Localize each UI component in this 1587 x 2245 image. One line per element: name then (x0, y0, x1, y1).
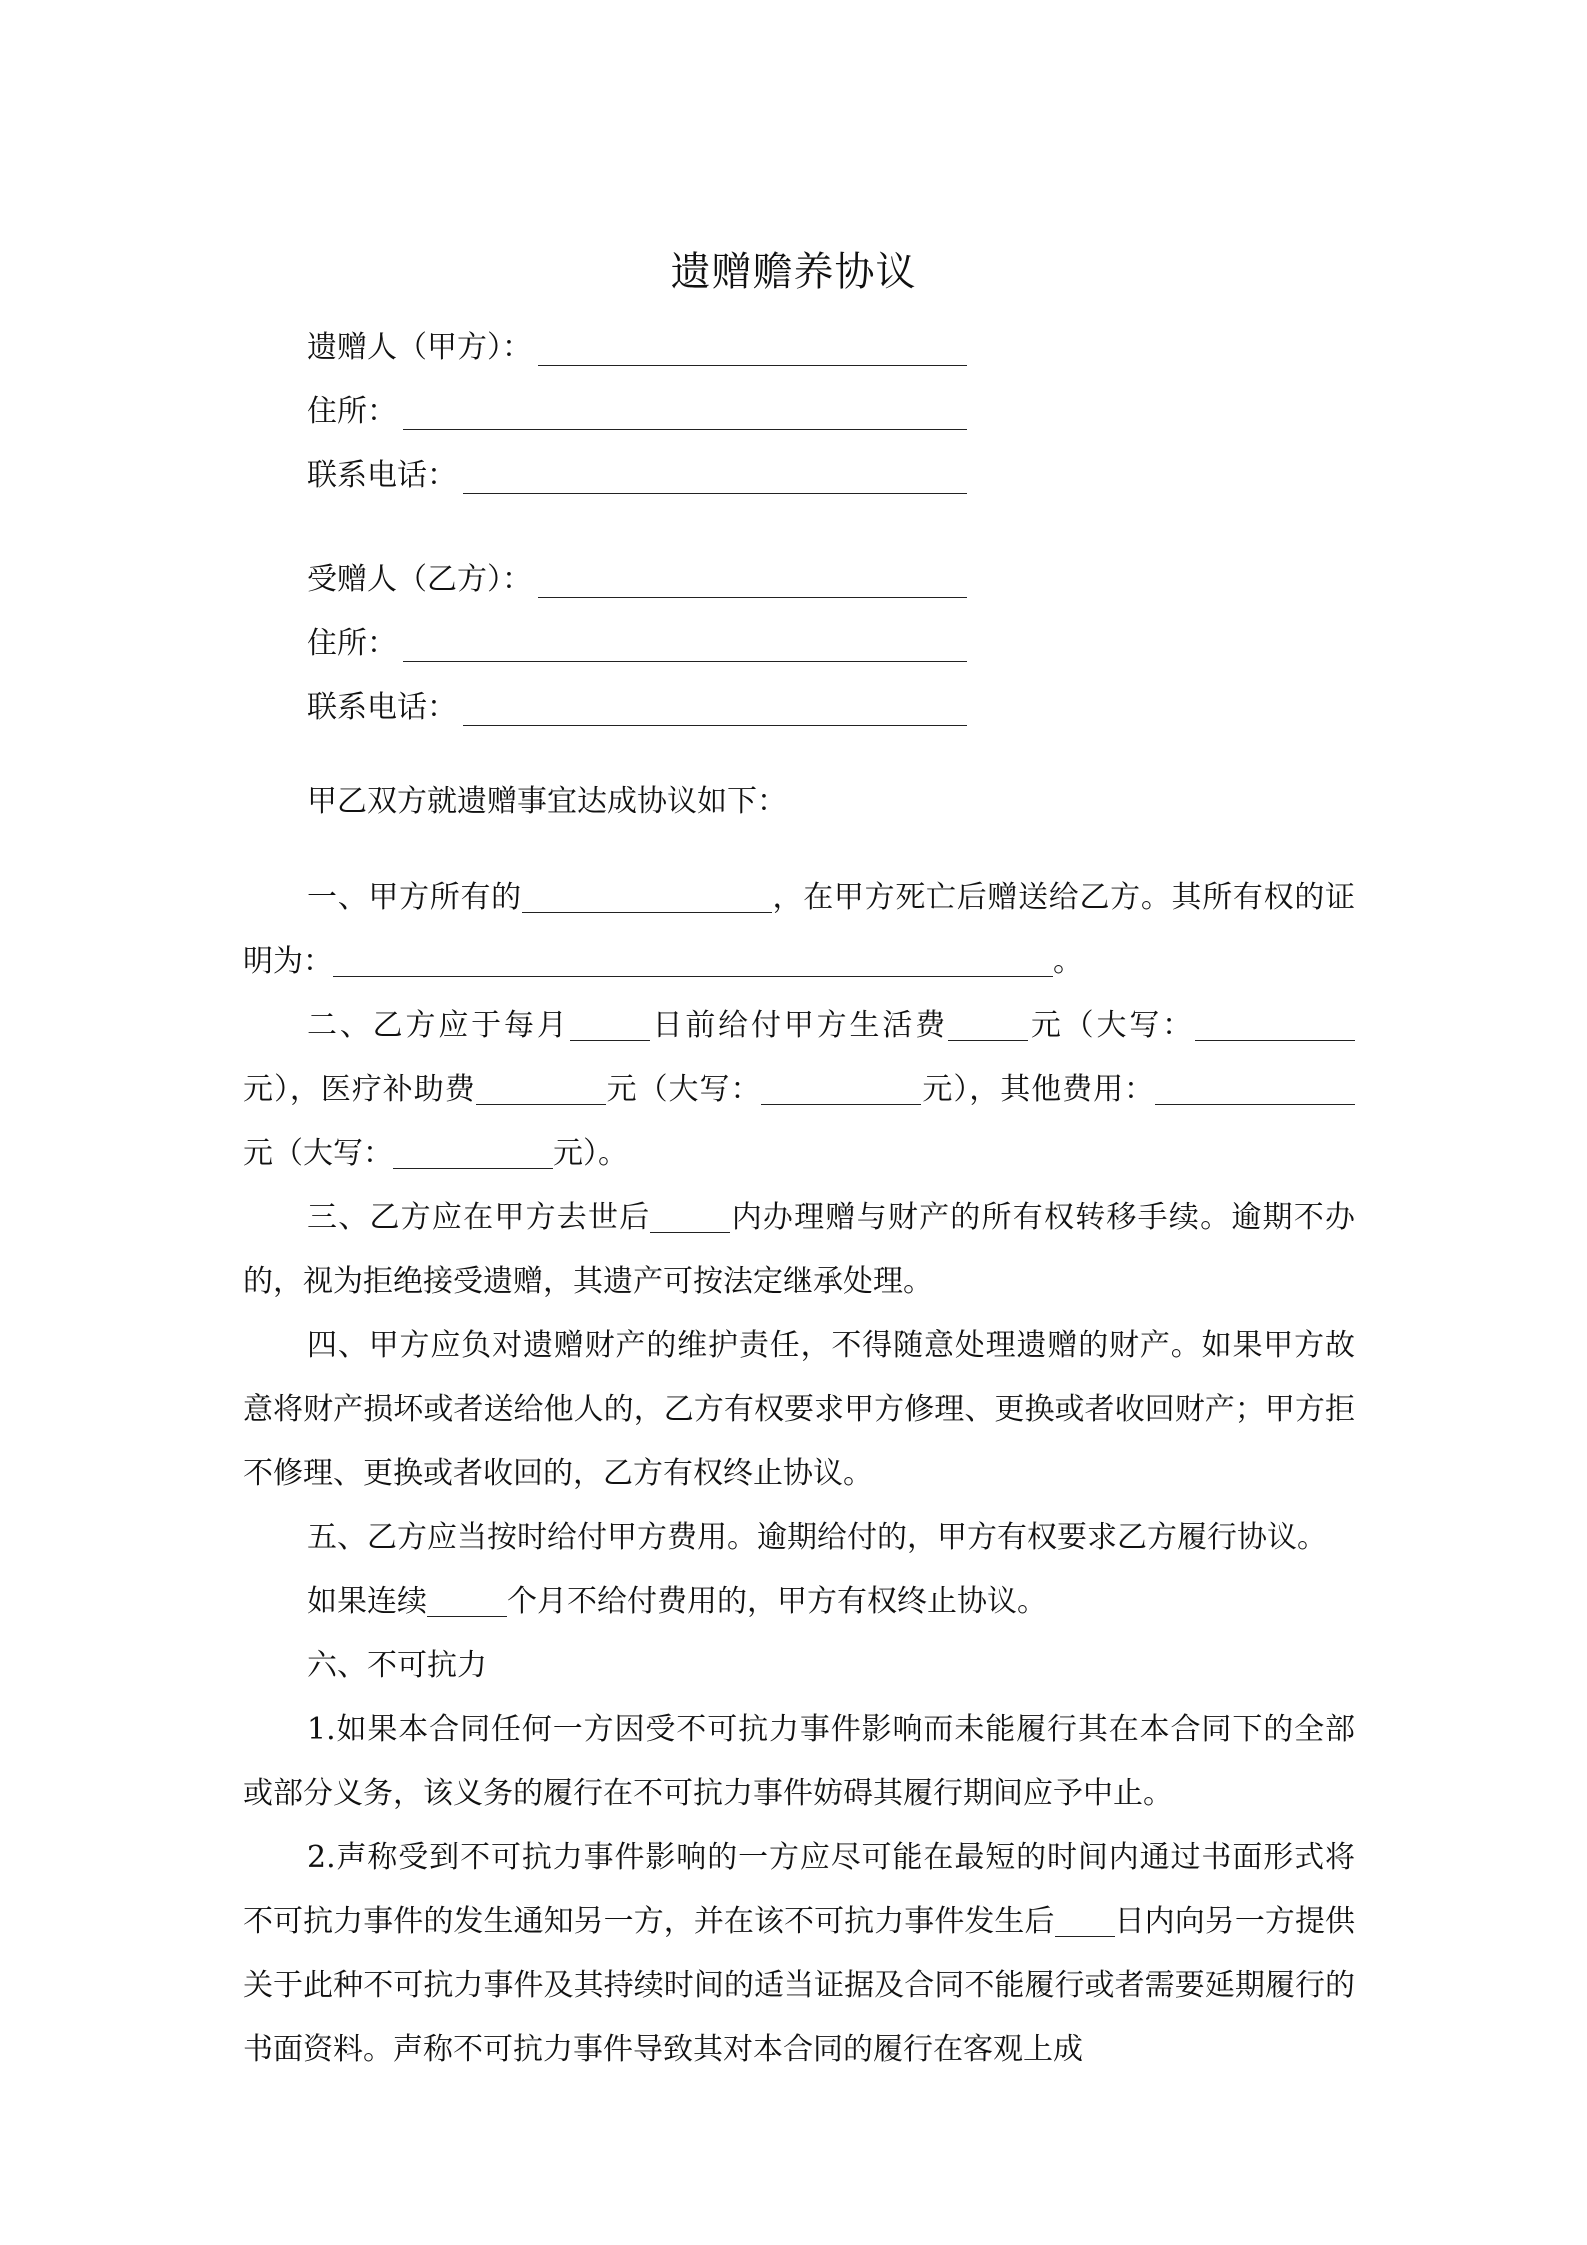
clause-1: 一、甲方所有的 ，在甲方死亡后赠送给乙方。其所有权的证明为： 。 (243, 880, 1356, 979)
party-b-name-row (307, 552, 967, 598)
party-a-name-row (307, 320, 967, 366)
party-a-phone-field[interactable] (463, 459, 967, 494)
ownership-proof-blank[interactable] (333, 948, 1053, 977)
living-fee-blank[interactable] (948, 1012, 1028, 1041)
medical-fee-words-blank[interactable] (761, 1076, 921, 1105)
party-a-address-label: 住所： (307, 394, 397, 429)
clause-6-2: 2.声称受到不可抗力事件影响的一方应尽可能在最短的时间内通过书面形式将不可抗力事件的发生通知另一方，并在该不可抗力事件发生后 日内向另一方提供关于此种不可抗力事件及其持续时间的适当证据及合同不能履行或者需要延期履行的书面资料。声称不可抗力事件导致其对本合同的履行在客观上成 (243, 1840, 1356, 2067)
clause-5: 五、乙方应当按时给付甲方费用。逾期给付的，甲方有权要求乙方履行协议。 (307, 1520, 1327, 1555)
party-a-phone-label: 联系电话： (307, 458, 457, 493)
pay-day-blank[interactable] (570, 1012, 650, 1041)
agreement-body (243, 770, 1355, 2082)
notice-days-blank[interactable] (1055, 1908, 1115, 1937)
clause-2: 二、乙方应于每月 日前给付甲方生活费 元（大写：元），医疗补助费 元（大写： 元），其他费用：元（大写： 元）。 (243, 994, 1355, 1186)
party-b-address-row (307, 616, 967, 662)
party-a-phone-row (307, 448, 967, 494)
party-b-address-label: 住所： (307, 626, 397, 661)
party-a-name-label: 遗赠人（甲方）： (307, 330, 532, 365)
clause-5-continued: 如果连续 个月不给付费用的，甲方有权终止协议。 (307, 1584, 1047, 1619)
party-b-phone-field[interactable] (463, 691, 967, 726)
transfer-period-blank[interactable] (650, 1204, 730, 1233)
party-b-phone-row (307, 680, 967, 726)
clause-6-1: 1.如果本合同任何一方因受不可抗力事件影响而未能履行其在本合同下的全部或部分义务，该义务的履行在不可抗力事件妨碍其履行期间应予中止。 (243, 1712, 1355, 1811)
party-a-address-row (307, 384, 967, 430)
clause-4: 四、甲方应负对遗赠财产的维护责任，不得随意处理遗赠的财产。如果甲方故意将财产损坏或者送给他人的，乙方有权要求甲方修理、更换或者收回财产；甲方拒不修理、更换或者收回的，乙方有权终止协议。 (243, 1328, 1355, 1491)
intro-text: 甲乙双方就遗赠事宜达成协议如下： (307, 784, 787, 819)
other-fee-words-blank[interactable] (393, 1140, 553, 1169)
party-b-phone-label: 联系电话： (307, 690, 457, 725)
clause-3: 三、乙方应在甲方去世后 内办理赠与财产的所有权转移手续。逾期不办的，视为拒绝接受遗赠，其遗产可按法定继承处理。 (243, 1200, 1355, 1299)
living-fee-words-blank[interactable] (1195, 1012, 1355, 1041)
party-b-name-label: 受赠人（乙方）： (307, 562, 532, 597)
party-b-address-field[interactable] (403, 627, 967, 662)
party-a-address-field[interactable] (403, 395, 967, 430)
party-a-name-field[interactable] (538, 331, 967, 366)
months-blank[interactable] (427, 1588, 507, 1617)
property-blank[interactable] (522, 884, 772, 913)
document-title: 遗赠赡养协议 (670, 249, 917, 295)
other-fee-blank[interactable] (1155, 1076, 1355, 1105)
medical-fee-blank[interactable] (476, 1076, 606, 1105)
clause-6-heading: 六、不可抗力 (307, 1648, 487, 1683)
party-b-name-field[interactable] (538, 563, 967, 598)
